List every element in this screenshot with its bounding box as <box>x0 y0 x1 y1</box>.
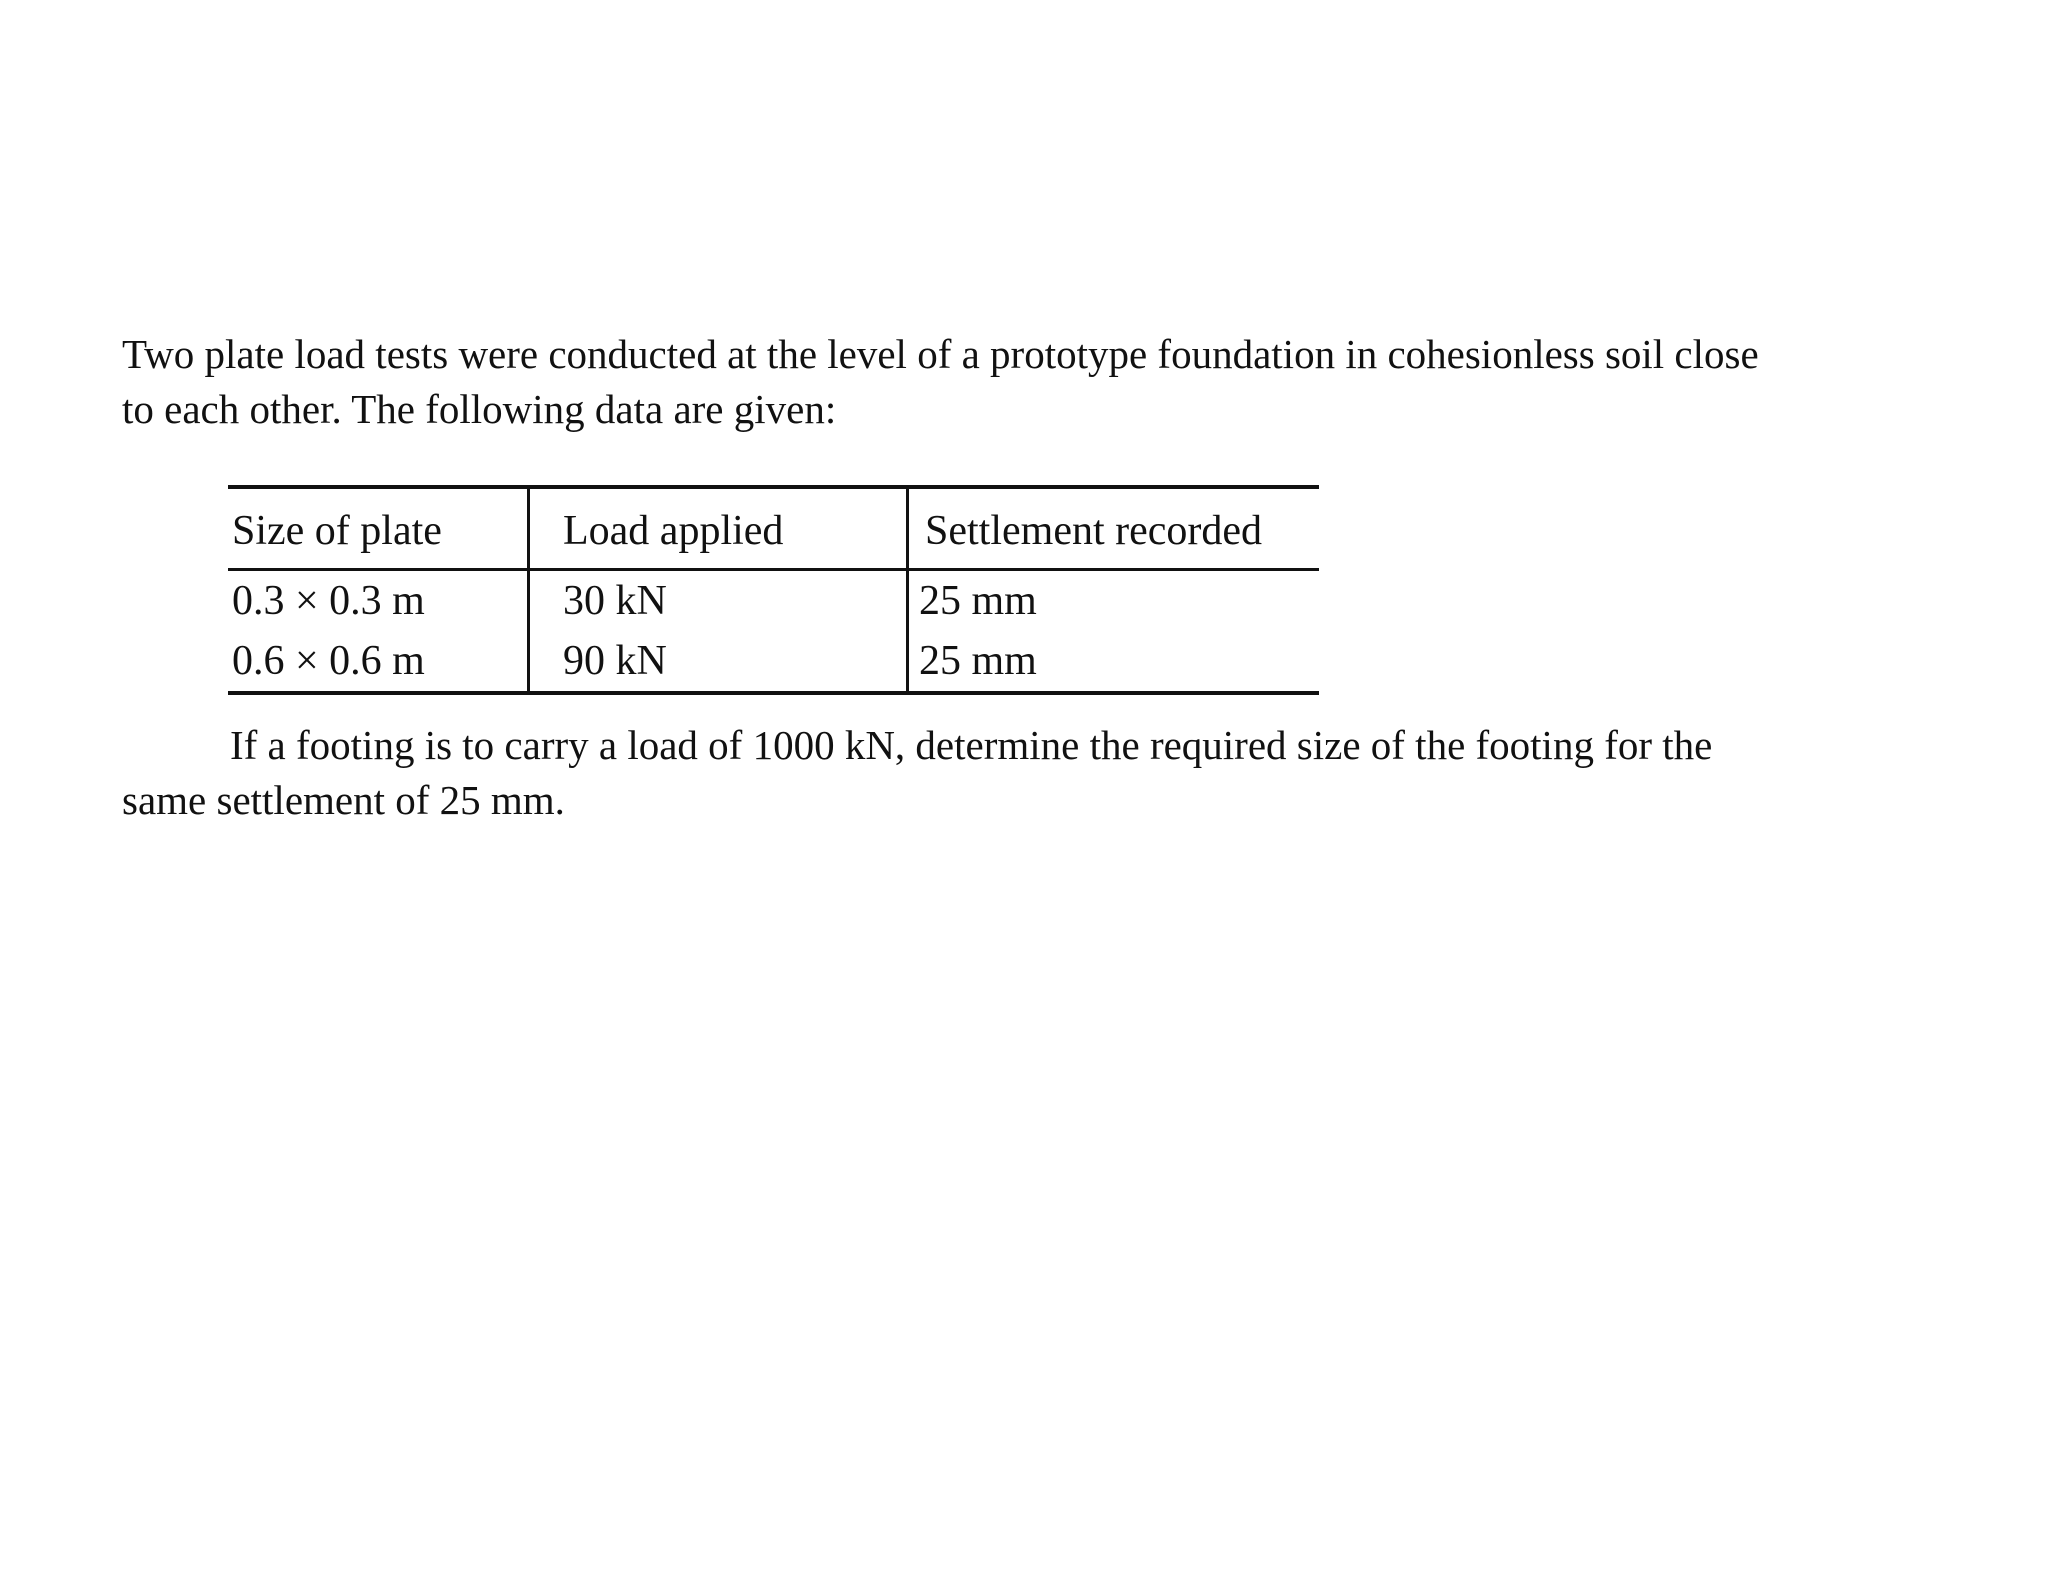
problem-intro <box>122 327 1962 437</box>
problem-question <box>122 718 1962 828</box>
cell-load: 30 kN <box>529 570 908 632</box>
question-line-1: If a footing is to carry a load of 1000 kN, determine the required size of the footing for the <box>230 722 1713 768</box>
cell-load: 90 kN <box>529 631 908 693</box>
plate-load-test-table <box>228 485 1319 695</box>
cell-plate-size: 0.3 × 0.3 m <box>232 578 425 624</box>
header-settlement-recorded: Settlement recorded <box>908 487 1320 570</box>
table-row <box>228 631 1319 693</box>
question-line-2: same settlement of 25 mm. <box>122 777 565 823</box>
intro-line-2: to each other. The following data are given: <box>122 386 837 432</box>
cell-plate-size: 0.6 × 0.6 m <box>232 638 425 684</box>
header-size-of-plate: Size of plate <box>232 507 442 554</box>
table-header-row <box>228 487 1319 570</box>
cell-settlement: 25 mm <box>908 631 1320 693</box>
header-load-applied: Load applied <box>529 487 908 570</box>
cell-settlement: 25 mm <box>908 570 1320 632</box>
intro-line-1: Two plate load tests were conducted at the level of a prototype foundation in cohesionless soil close <box>122 331 1759 377</box>
table-row <box>228 570 1319 632</box>
